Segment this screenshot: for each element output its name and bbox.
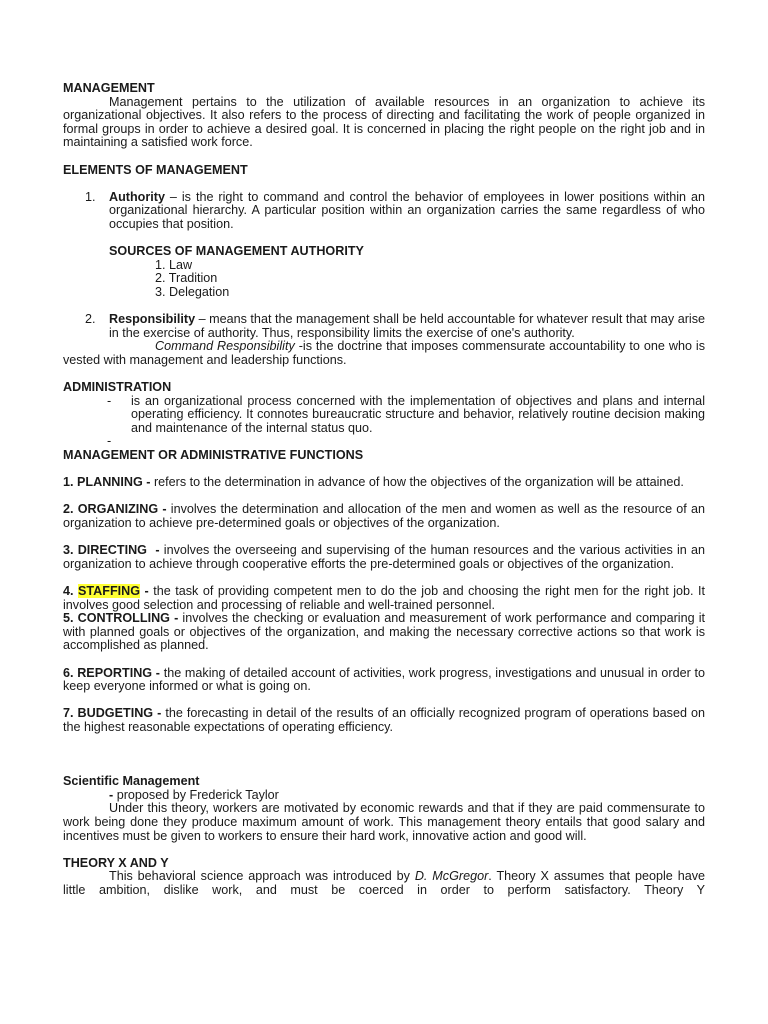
command-text: -is the doctrine that imposes commensurate accountability to one who is vested with management and leadership functions. bbox=[63, 339, 705, 367]
dash-bullet: - bbox=[109, 787, 117, 802]
sources-list bbox=[63, 259, 705, 300]
element-item-responsibility bbox=[63, 313, 705, 340]
section-heading-scientific: Scientific Management bbox=[63, 774, 200, 789]
command-term: Command Responsibility bbox=[155, 339, 295, 354]
function-text: involves the checking or evaluation and measurement of work performance and comparing it with planned goals or objectives of the organization, and making the necessary corrective actions so that work is accomplished as planned. bbox=[63, 611, 705, 653]
dash-bullet: - bbox=[107, 393, 112, 408]
function-label-number: 4. bbox=[63, 583, 79, 598]
function-text: the making of detailed account of activities, work progress, investigations and unusual in order to keep everyone informed or what is going on. bbox=[63, 665, 705, 694]
function-label: 6. REPORTING - bbox=[63, 665, 164, 680]
section-heading-management: MANAGEMENT bbox=[63, 81, 155, 95]
section-heading-elements: ELEMENTS OF MANAGEMENT bbox=[63, 162, 248, 177]
element-text: – is the right to command and control the behavior of employees in lower positions within an organizational hierarchy. A particular position within an organization carries the same regardless of who occupies that position. bbox=[109, 189, 705, 231]
management-paragraph: Management pertains to the utilization of available resources in an organization to achieve its organizational objectives. It also refers to the process of directing and facilitating the work of people organized in formal groups in order to achieve a desired goal. It is concerned in placing the right people on the right job and in maintaining a satisfied work force. bbox=[63, 94, 705, 150]
element-text: – means that the management shall be held accountable for whatever result that may arise in the exercise of authority. Thus, responsibility limits the exercise of one's authority. bbox=[109, 312, 705, 340]
function-directing bbox=[63, 544, 705, 571]
scientific-paragraph: Under this theory, workers are motivated by economic rewards and that if they are paid commensurate to work being done they produce maximum amount of work. This management theory entails that good salary and incentives must be given to workers to ensure their hard work, innovative action and good will. bbox=[63, 801, 705, 843]
function-budgeting bbox=[63, 707, 705, 734]
administration-item bbox=[63, 395, 705, 436]
sources-block bbox=[63, 245, 705, 259]
function-label: 7. BUDGETING - bbox=[63, 706, 166, 721]
trailing-dash: - bbox=[107, 434, 112, 449]
proposed-text: proposed by Frederick Taylor bbox=[116, 787, 279, 802]
function-label: 5. CONTROLLING - bbox=[63, 611, 183, 626]
function-text: involves the overseeing and supervising of the human resources and the various activities in an organization to achieve through cooperative efforts the pre-determined goals or objectives of the organization. bbox=[63, 543, 705, 571]
list-number: 2. bbox=[85, 312, 96, 327]
list-item: 2. Tradition bbox=[155, 271, 218, 286]
function-organizing bbox=[63, 503, 705, 530]
command-responsibility-paragraph bbox=[63, 340, 705, 367]
theory-text: . Theory X assumes that people have little ambition, dislike work, and must be coerced in order to perform satisfactory. Theory Y bbox=[63, 869, 706, 898]
element-term: Responsibility bbox=[109, 312, 196, 327]
theory-text: This behavioral science approach was introduced by bbox=[109, 869, 415, 884]
function-text: involves the determination and allocation of the men and women as well as the resource of an organization to achieve pre-determined goals or objectives of the organization. bbox=[63, 502, 705, 530]
function-controlling bbox=[63, 612, 705, 653]
element-item-authority bbox=[63, 191, 705, 232]
function-text: refers to the determination in advance of how the objectives of the organization will be attained. bbox=[153, 475, 684, 490]
sources-heading: SOURCES OF MANAGEMENT AUTHORITY bbox=[109, 244, 364, 259]
function-label: 3. DIRECTING - bbox=[63, 543, 164, 558]
function-staffing bbox=[63, 585, 705, 612]
function-reporting bbox=[63, 667, 705, 694]
list-item: 3. Delegation bbox=[155, 284, 230, 299]
highlighted-term: STAFFING bbox=[78, 583, 141, 598]
function-text: the forecasting in detail of the results of an officially recognized program of operations based on the highest reasonable expectations of operating efficiency. bbox=[63, 706, 705, 734]
function-planning bbox=[63, 476, 705, 490]
scientific-proposed bbox=[63, 789, 705, 803]
list-number: 1. bbox=[85, 189, 96, 204]
administration-text: is an organizational process concerned with the implementation of objectives and plans and internal operating efficiency. It connotes bureaucratic structure and behavior, relatively routine decision making and maintenance of the internal status quo. bbox=[131, 393, 705, 435]
function-label: 2. ORGANIZING - bbox=[63, 502, 171, 517]
section-heading-administration: ADMINISTRATION bbox=[63, 380, 172, 395]
function-label-dash: - bbox=[140, 583, 154, 598]
function-text: the task of providing competent men to do the job and choosing the right men for the right job. It involves good selection and processing of reliable and well-trained personnel. bbox=[63, 583, 705, 612]
section-heading-theory-xy: THEORY X AND Y bbox=[63, 855, 169, 870]
list-item: 1. Law bbox=[155, 257, 193, 272]
function-label: 1. PLANNING - bbox=[63, 475, 154, 490]
author-name: D. McGregor bbox=[414, 869, 489, 884]
element-term: Authority bbox=[109, 189, 165, 204]
document-page bbox=[63, 82, 705, 898]
section-heading-functions: MANAGEMENT OR ADMINISTRATIVE FUNCTIONS bbox=[63, 448, 364, 463]
theory-xy-paragraph bbox=[63, 870, 705, 897]
